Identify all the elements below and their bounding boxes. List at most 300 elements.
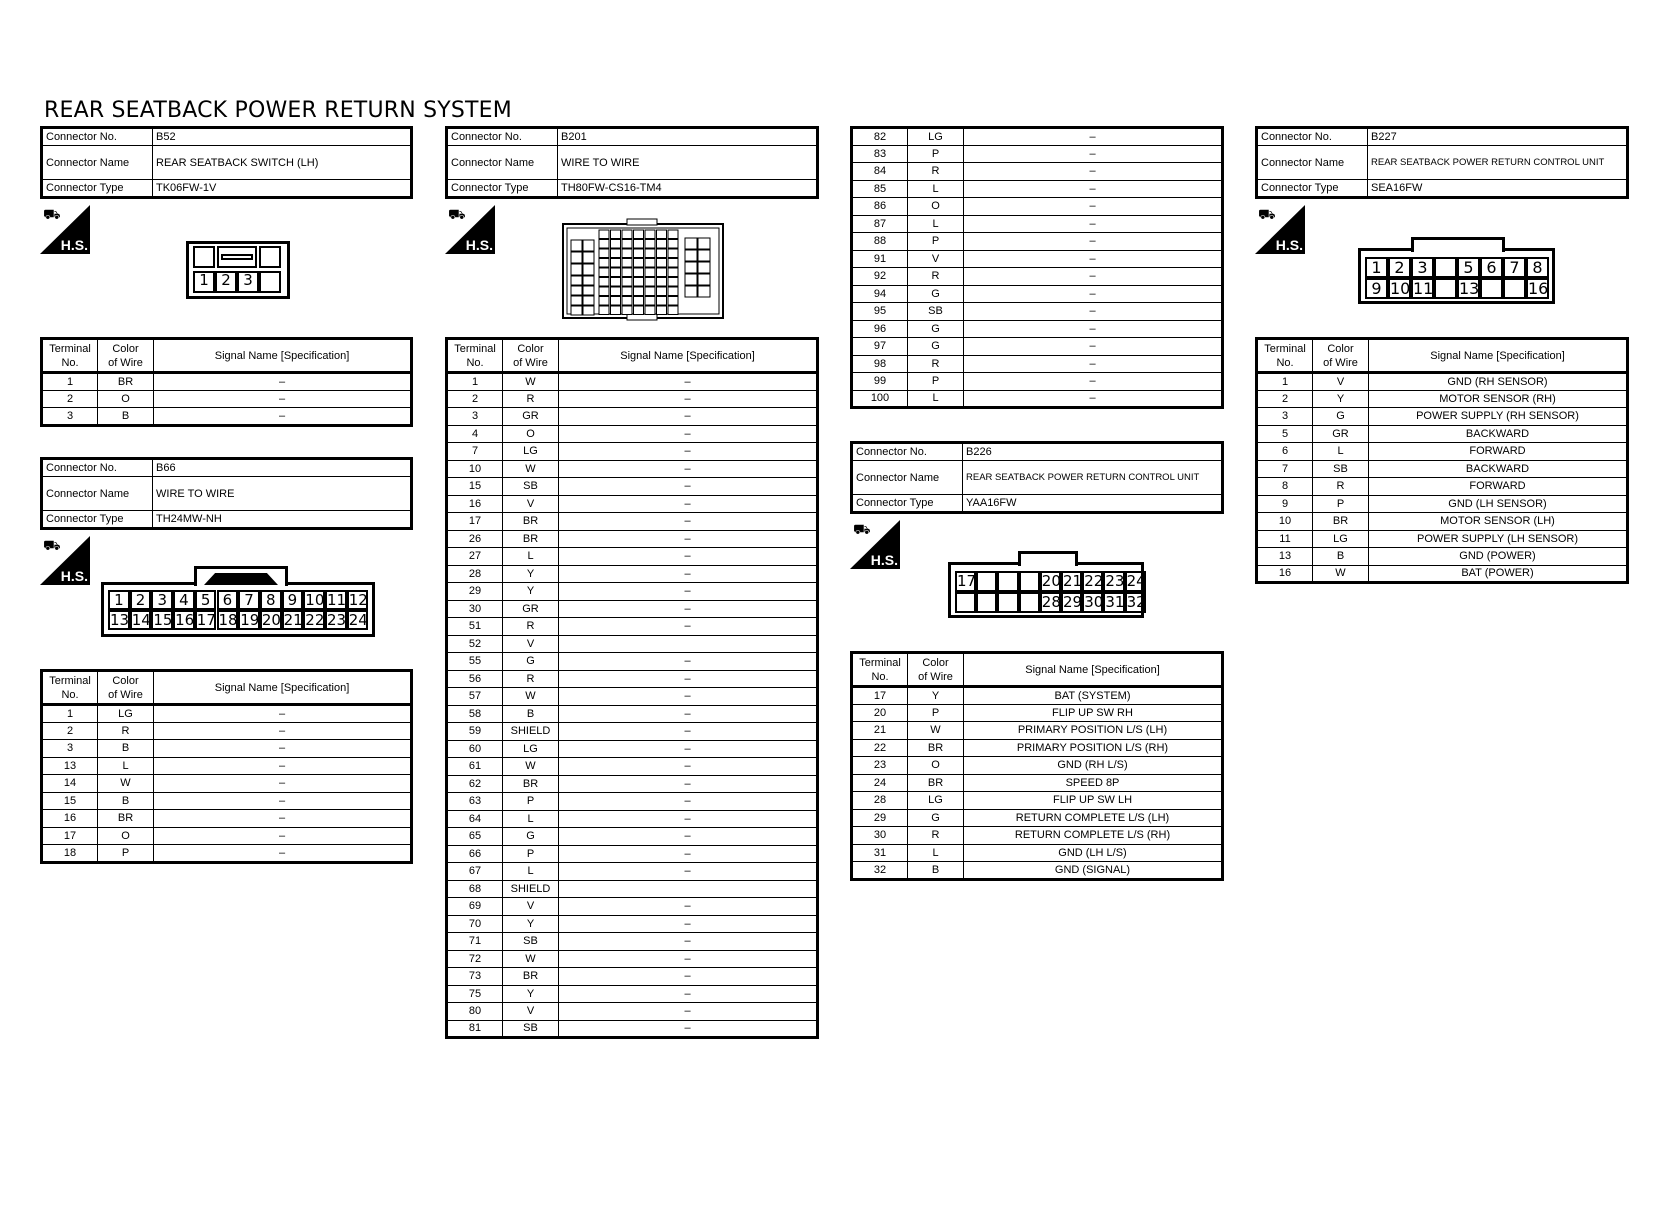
table-row	[447, 390, 818, 408]
terminal-header: Terminal No.	[447, 339, 503, 373]
pin-cell: 13	[110, 611, 130, 629]
terminal-no-cell: 20	[852, 704, 908, 722]
terminal-no-cell: 30	[447, 600, 503, 618]
terminal-no-cell: 81	[447, 1020, 503, 1038]
signal-name-cell: –	[964, 128, 1223, 146]
signal-name-cell: –	[964, 338, 1223, 356]
pin-cell: 6	[217, 590, 239, 610]
wire-color-cell: R	[908, 268, 964, 286]
signal-name-cell: –	[964, 373, 1223, 391]
signal-name-cell: –	[559, 793, 818, 811]
terminal-no-cell: 2	[42, 390, 98, 408]
table-row	[852, 862, 1223, 880]
signal-name-cell: –	[559, 758, 818, 776]
table-row	[852, 128, 1223, 146]
signal-header: Signal Name [Specification]	[154, 671, 412, 705]
signal-name-cell: POWER SUPPLY (RH SENSOR)	[1369, 408, 1628, 426]
wire-color-cell: R	[503, 390, 559, 408]
table-row	[447, 933, 818, 951]
terminal-no-cell: 28	[852, 792, 908, 810]
hs-icon: ⛟ H.S.	[40, 536, 90, 585]
signal-name-cell: –	[154, 722, 412, 740]
signal-name-cell: –	[964, 303, 1223, 321]
signal-name-cell: –	[559, 898, 818, 916]
terminal-no-cell: 55	[447, 653, 503, 671]
terminal-no-cell: 7	[1257, 460, 1313, 478]
pin-cell: 1	[1365, 257, 1388, 278]
wire-color-cell: LG	[1313, 530, 1369, 548]
table-row	[447, 723, 818, 741]
wire-color-cell: W	[503, 688, 559, 706]
wire-color-cell: L	[908, 390, 964, 408]
wire-color-cell: O	[98, 827, 154, 845]
terminal-no-cell: 10	[447, 460, 503, 478]
signal-name-cell: –	[559, 950, 818, 968]
terminal-no-cell: 3	[1257, 408, 1313, 426]
signal-name-cell: –	[559, 1020, 818, 1038]
pin-cell: 24	[348, 611, 368, 629]
pin-cell: 11	[1413, 279, 1434, 298]
terminal-no-cell: 21	[852, 722, 908, 740]
connector-name-value: REAR SEATBACK POWER RETURN CONTROL UNIT	[1368, 146, 1628, 180]
pin-cell: 16	[1528, 279, 1549, 298]
wire-color-cell: BR	[503, 775, 559, 793]
table-row	[447, 810, 818, 828]
pin-cell	[1503, 278, 1526, 299]
signal-name-cell: –	[559, 740, 818, 758]
wire-color-cell: R	[908, 163, 964, 181]
terminal-no-cell: 63	[447, 793, 503, 811]
connector-type-label: Connector Type	[42, 511, 153, 529]
pin-cell	[1480, 278, 1503, 299]
page-title: REAR SEATBACK POWER RETURN SYSTEM	[44, 98, 512, 123]
table-row	[447, 600, 818, 618]
table-row	[852, 163, 1223, 181]
wire-color-cell: R	[1313, 478, 1369, 496]
hs-icon: ⛟ H.S.	[850, 520, 900, 569]
connector-name-label: Connector Name	[852, 461, 963, 495]
wire-color-cell: W	[503, 950, 559, 968]
table-row	[447, 968, 818, 986]
connector-no-label: Connector No.	[42, 459, 153, 477]
table-row	[447, 1020, 818, 1038]
connector-type-value: TK06FW-1V	[153, 180, 412, 198]
pin-cell: 12	[348, 591, 368, 609]
color-header: Color of Wire	[503, 339, 559, 373]
table-row	[1257, 373, 1628, 391]
wire-color-cell: R	[503, 618, 559, 636]
table-row	[42, 845, 412, 863]
table-row	[1257, 565, 1628, 583]
wire-color-cell: G	[1313, 408, 1369, 426]
signal-name-cell: –	[964, 198, 1223, 216]
wire-color-cell: SB	[503, 1020, 559, 1038]
pin-cell: 15	[153, 611, 173, 629]
pin-cell: 7	[238, 590, 260, 610]
signal-name-cell: –	[559, 705, 818, 723]
table-row	[447, 618, 818, 636]
wire-color-cell: G	[503, 653, 559, 671]
terminal-no-cell: 7	[447, 443, 503, 461]
signal-header: Signal Name [Specification]	[559, 339, 818, 373]
pin-cell: 6	[1480, 257, 1503, 278]
table-row	[447, 495, 818, 513]
connector-name-value: REAR SEATBACK POWER RETURN CONTROL UNIT	[963, 461, 1223, 495]
table-row	[1257, 530, 1628, 548]
signal-name-cell: FLIP UP SW RH	[964, 704, 1223, 722]
pin-cell: 10	[1390, 279, 1411, 298]
terminal-no-cell: 1	[42, 705, 98, 723]
terminal-no-cell: 75	[447, 985, 503, 1003]
signal-name-cell: MOTOR SENSOR (LH)	[1369, 513, 1628, 531]
table-row	[447, 758, 818, 776]
table-row	[1257, 390, 1628, 408]
table-row	[852, 774, 1223, 792]
pin-cell: 29	[1063, 593, 1083, 611]
connector-type-label: Connector Type	[1257, 180, 1368, 198]
wire-color-cell: LG	[503, 740, 559, 758]
terminal-no-cell: 66	[447, 845, 503, 863]
wire-color-cell: P	[908, 233, 964, 251]
pin-cell: 20	[261, 611, 281, 629]
table-row	[852, 233, 1223, 251]
signal-name-cell: –	[154, 792, 412, 810]
table-row	[42, 792, 412, 810]
terminal-no-cell: 28	[447, 565, 503, 583]
terminal-no-cell: 64	[447, 810, 503, 828]
pin-cell: 18	[218, 611, 238, 629]
pin-cell	[997, 571, 1018, 592]
table-row	[447, 530, 818, 548]
signal-name-cell: RETURN COMPLETE L/S (LH)	[964, 809, 1223, 827]
wire-color-cell: BR	[1313, 513, 1369, 531]
signal-name-cell	[559, 635, 818, 653]
terminal-no-cell: 16	[42, 810, 98, 828]
wire-color-cell: P	[98, 845, 154, 863]
color-header: Color of Wire	[98, 671, 154, 705]
signal-name-cell: GND (SIGNAL)	[964, 862, 1223, 880]
connector-no-value: B227	[1368, 128, 1628, 146]
wire-color-cell: B	[1313, 548, 1369, 566]
signal-name-cell: –	[964, 145, 1223, 163]
terminal-no-cell: 86	[852, 198, 908, 216]
table-row	[852, 285, 1223, 303]
pin-cell: 1	[193, 271, 215, 293]
terminal-no-cell: 68	[447, 880, 503, 898]
table-row	[447, 985, 818, 1003]
terminal-no-cell: 24	[852, 774, 908, 792]
terminal-no-cell: 1	[42, 373, 98, 391]
color-header: Color of Wire	[98, 339, 154, 373]
connector-b227-pin-table	[1255, 337, 1629, 584]
connector-b201-header	[445, 126, 819, 199]
terminal-no-cell: 8	[1257, 478, 1313, 496]
connector-b227-header	[1255, 126, 1629, 199]
connector-no-label: Connector No.	[852, 443, 963, 461]
pin-cell	[955, 592, 976, 613]
connector-b52-diagram	[186, 241, 290, 299]
signal-name-cell: –	[559, 670, 818, 688]
terminal-no-cell: 61	[447, 758, 503, 776]
terminal-no-cell: 13	[42, 757, 98, 775]
terminal-no-cell: 30	[852, 827, 908, 845]
wire-color-cell: R	[908, 827, 964, 845]
pin-cell: 17	[957, 572, 977, 590]
wire-color-cell: SHIELD	[503, 723, 559, 741]
table-row	[42, 705, 412, 723]
pin-cell	[976, 571, 997, 592]
wire-color-cell: B	[98, 792, 154, 810]
wire-color-cell: BR	[503, 968, 559, 986]
table-row	[852, 373, 1223, 391]
pin-cell: 10	[305, 591, 325, 609]
terminal-no-cell: 10	[1257, 513, 1313, 531]
terminal-no-cell: 73	[447, 968, 503, 986]
table-row	[447, 880, 818, 898]
terminal-no-cell: 65	[447, 828, 503, 846]
signal-name-cell: –	[559, 478, 818, 496]
pin-cell: 8	[260, 590, 282, 610]
wire-color-cell: G	[908, 320, 964, 338]
signal-name-cell: –	[559, 828, 818, 846]
terminal-no-cell: 95	[852, 303, 908, 321]
signal-name-cell: –	[559, 390, 818, 408]
table-row	[447, 845, 818, 863]
pin-cell: 20	[1041, 572, 1061, 590]
pin-cell: 9	[1365, 278, 1388, 299]
connector-b66-header	[40, 457, 413, 530]
connector-type-label: Connector Type	[42, 180, 153, 198]
wire-color-cell: P	[908, 373, 964, 391]
pin-cell: 9	[282, 590, 304, 610]
connector-b66-pin-table	[40, 669, 413, 864]
table-row	[852, 320, 1223, 338]
table-row	[447, 513, 818, 531]
terminal-header: Terminal No.	[42, 671, 98, 705]
signal-name-cell: –	[559, 495, 818, 513]
table-row	[42, 390, 412, 408]
signal-name-cell: –	[559, 373, 818, 391]
terminal-no-cell: 71	[447, 933, 503, 951]
signal-name-cell: –	[559, 845, 818, 863]
signal-name-cell: –	[964, 320, 1223, 338]
wire-color-cell: O	[98, 390, 154, 408]
terminal-no-cell: 1	[447, 373, 503, 391]
pin-cell: 8	[1526, 257, 1549, 278]
wire-color-cell: GR	[1313, 425, 1369, 443]
terminal-no-cell: 87	[852, 215, 908, 233]
wire-color-cell: B	[503, 705, 559, 723]
signal-header: Signal Name [Specification]	[154, 339, 412, 373]
wire-color-cell: BR	[503, 530, 559, 548]
signal-name-cell: –	[559, 863, 818, 881]
wire-color-cell: G	[503, 828, 559, 846]
pin-cell: 31	[1105, 593, 1125, 611]
connector-no-value: B66	[153, 459, 412, 477]
terminal-no-cell: 97	[852, 338, 908, 356]
terminal-no-cell: 51	[447, 618, 503, 636]
signal-name-cell: –	[964, 268, 1223, 286]
connector-type-label: Connector Type	[852, 495, 963, 513]
signal-name-cell: –	[154, 740, 412, 758]
signal-name-cell: –	[559, 548, 818, 566]
terminal-no-cell: 29	[447, 583, 503, 601]
table-row	[852, 145, 1223, 163]
signal-name-cell: –	[154, 845, 412, 863]
connector-no-label: Connector No.	[447, 128, 558, 146]
wire-color-cell: O	[908, 757, 964, 775]
wire-color-cell: BR	[98, 810, 154, 828]
signal-name-cell: –	[154, 757, 412, 775]
terminal-no-cell: 59	[447, 723, 503, 741]
wire-color-cell: R	[98, 722, 154, 740]
signal-name-cell: –	[559, 968, 818, 986]
wire-color-cell: BR	[908, 739, 964, 757]
terminal-no-cell: 17	[42, 827, 98, 845]
wire-color-cell: O	[503, 425, 559, 443]
connector-no-value: B201	[558, 128, 818, 146]
pin-cell: 5	[1457, 257, 1480, 278]
pin-cell	[1434, 278, 1457, 299]
terminal-no-cell: 70	[447, 915, 503, 933]
signal-name-cell: –	[559, 530, 818, 548]
wire-color-cell: W	[503, 460, 559, 478]
terminal-no-cell: 15	[447, 478, 503, 496]
table-row	[447, 635, 818, 653]
terminal-no-cell: 72	[447, 950, 503, 968]
signal-name-cell: –	[559, 723, 818, 741]
wire-color-cell: L	[503, 810, 559, 828]
signal-name-cell: GND (RH L/S)	[964, 757, 1223, 775]
terminal-no-cell: 3	[42, 408, 98, 426]
wire-color-cell: B	[908, 862, 964, 880]
connector-type-value: YAA16FW	[963, 495, 1223, 513]
table-row	[447, 1003, 818, 1021]
wire-color-cell: O	[908, 198, 964, 216]
wire-color-cell: L	[908, 844, 964, 862]
terminal-no-cell: 2	[1257, 390, 1313, 408]
connector-b226-diagram	[948, 562, 1144, 618]
connector-b201-diagram	[561, 218, 725, 322]
table-row	[1257, 425, 1628, 443]
table-row	[447, 898, 818, 916]
wire-color-cell: SB	[1313, 460, 1369, 478]
terminal-header: Terminal No.	[42, 339, 98, 373]
terminal-no-cell: 69	[447, 898, 503, 916]
table-row	[1257, 478, 1628, 496]
table-row	[42, 408, 412, 426]
table-row	[447, 915, 818, 933]
table-row	[447, 408, 818, 426]
pin-cell: 28	[1041, 593, 1061, 611]
table-row	[42, 757, 412, 775]
terminal-no-cell: 18	[42, 845, 98, 863]
terminal-no-cell: 13	[1257, 548, 1313, 566]
pin-cell: 1	[108, 590, 130, 610]
terminal-no-cell: 67	[447, 863, 503, 881]
terminal-no-cell: 60	[447, 740, 503, 758]
pin-cell: 22	[305, 611, 325, 629]
connector-name-label: Connector Name	[447, 146, 558, 180]
wire-color-cell: R	[503, 670, 559, 688]
wire-color-cell: SB	[503, 933, 559, 951]
signal-name-cell: –	[964, 250, 1223, 268]
wire-color-cell: W	[1313, 565, 1369, 583]
terminal-no-cell: 94	[852, 285, 908, 303]
table-row	[447, 653, 818, 671]
signal-name-cell: FLIP UP SW LH	[964, 792, 1223, 810]
table-row	[42, 827, 412, 845]
terminal-no-cell: 100	[852, 390, 908, 408]
connector-b201-pin-table	[445, 337, 819, 1039]
terminal-no-cell: 9	[1257, 495, 1313, 513]
connector-b52-header	[40, 126, 413, 199]
table-row	[447, 460, 818, 478]
table-row	[447, 688, 818, 706]
table-row	[447, 443, 818, 461]
terminal-no-cell: 99	[852, 373, 908, 391]
wire-color-cell: SB	[908, 303, 964, 321]
wire-color-cell: W	[98, 775, 154, 793]
wire-color-cell: W	[503, 758, 559, 776]
table-row	[1257, 460, 1628, 478]
table-row	[447, 548, 818, 566]
terminal-no-cell: 17	[447, 513, 503, 531]
wire-color-cell: BR	[503, 513, 559, 531]
pin-cell: 17	[196, 611, 216, 629]
wire-color-cell: GR	[503, 600, 559, 618]
signal-name-cell: –	[559, 915, 818, 933]
wire-color-cell: LG	[98, 705, 154, 723]
table-row	[447, 775, 818, 793]
terminal-no-cell: 31	[852, 844, 908, 862]
wire-color-cell: P	[503, 793, 559, 811]
pin-cell: 13	[1459, 279, 1480, 298]
terminal-header: Terminal No.	[852, 653, 908, 687]
signal-name-cell: –	[559, 513, 818, 531]
table-row	[852, 704, 1223, 722]
signal-name-cell: –	[559, 653, 818, 671]
wire-color-cell: SHIELD	[503, 880, 559, 898]
terminal-no-cell: 2	[447, 390, 503, 408]
connector-b226-pin-table	[850, 651, 1224, 881]
wire-color-cell: L	[1313, 443, 1369, 461]
signal-name-cell: –	[154, 810, 412, 828]
signal-name-cell: –	[559, 933, 818, 951]
pin-cell: 24	[1126, 572, 1146, 590]
pin-cell: 16	[175, 611, 195, 629]
pin-cell: 30	[1084, 593, 1104, 611]
signal-name-cell: BAT (SYSTEM)	[964, 687, 1223, 705]
signal-name-cell: –	[559, 775, 818, 793]
color-header: Color of Wire	[908, 653, 964, 687]
terminal-no-cell: 83	[852, 145, 908, 163]
wire-color-cell: GR	[503, 408, 559, 426]
terminal-no-cell: 56	[447, 670, 503, 688]
wire-color-cell: Y	[503, 915, 559, 933]
table-row	[852, 844, 1223, 862]
signal-name-cell: –	[154, 775, 412, 793]
connector-no-label: Connector No.	[42, 128, 153, 146]
signal-name-cell: –	[559, 460, 818, 478]
connector-b226-header	[850, 441, 1224, 514]
signal-name-cell: BACKWARD	[1369, 460, 1628, 478]
signal-name-cell: –	[559, 425, 818, 443]
table-row	[447, 828, 818, 846]
table-row	[447, 705, 818, 723]
table-row	[1257, 513, 1628, 531]
wire-color-cell: V	[503, 635, 559, 653]
